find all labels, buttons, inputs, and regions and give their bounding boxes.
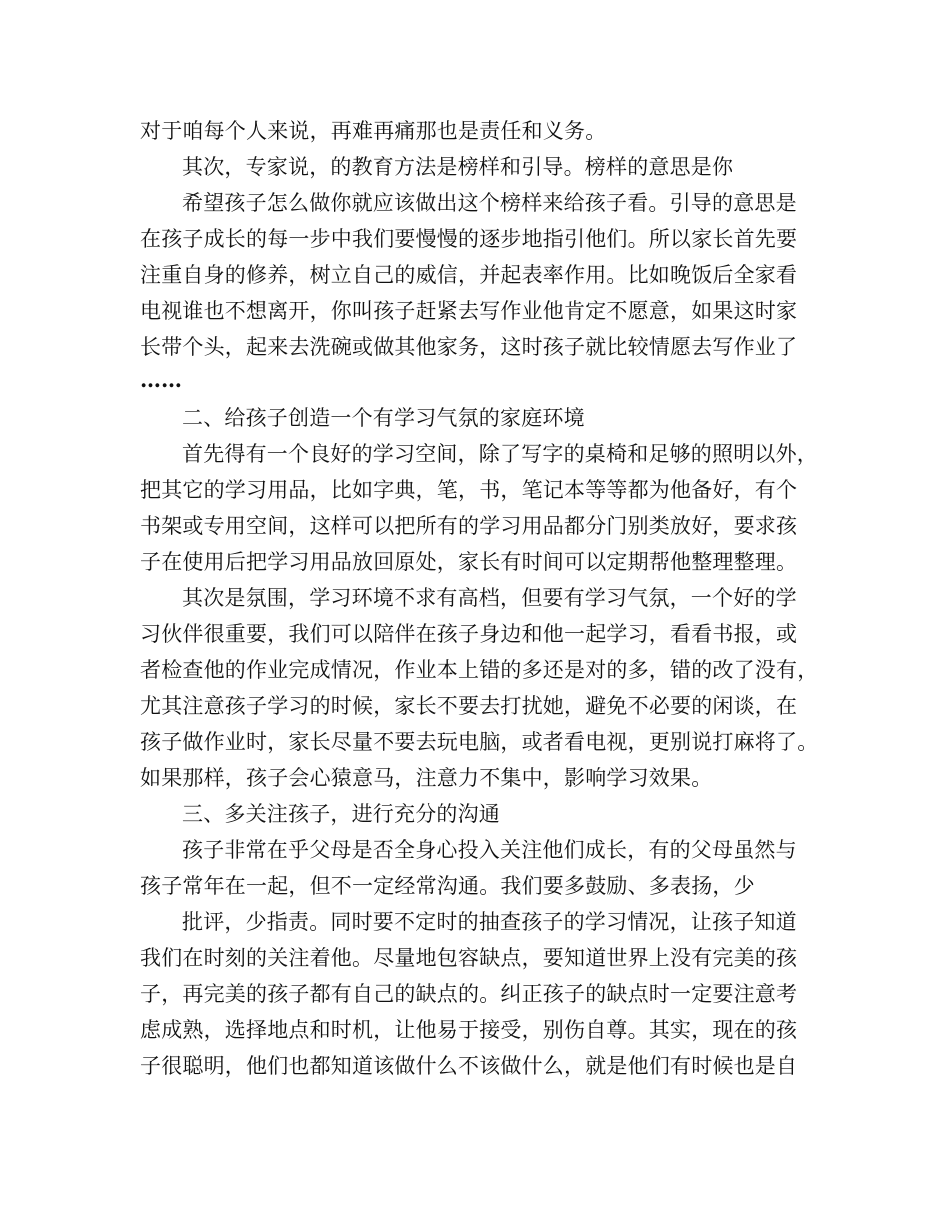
paragraph-line: 我们在时刻的关注着他。尽量地包容缺点，要知道世界上没有完美的孩 (140, 946, 798, 970)
ellipsis-line: …… (140, 367, 182, 392)
paragraph-line: 习伙伴很重要，我们可以陪伴在孩子身边和他一起学习，看看书报，或 (140, 622, 798, 646)
paragraph-line: 长带个头，起来去洗碗或做其他家务，这时孩子就比较情愿去写作业了 (140, 335, 798, 359)
paragraph-line: 者检查他的作业完成情况，作业本上错的多还是对的多，错的改了没有， (140, 658, 819, 682)
paragraph-line: 在孩子成长的每一步中我们要慢慢的逐步地指引他们。所以家长首先要 (140, 227, 798, 251)
paragraph-line: 孩子做作业时，家长尽量不要去玩电脑，或者看电视，更别说打麻将了。 (140, 730, 819, 754)
paragraph-line: 注重自身的修养，树立自己的威信，并起表率作用。比如晚饭后全家看 (140, 263, 798, 287)
paragraph-line: 把其它的学习用品，比如字典，笔，书，笔记本等等都为他备好，有个 (140, 478, 798, 502)
paragraph-line: 其次，专家说，的教育方法是榜样和引导。榜样的意思是你 (182, 155, 734, 179)
paragraph-line: 书架或专用空间，这样可以把所有的学习用品都分门别类放好，要求孩 (140, 514, 798, 538)
paragraph-line: 子，再完美的孩子都有自己的缺点的。纠正孩子的缺点时一定要注意考 (140, 982, 798, 1006)
paragraph-line: 如果那样，孩子会心猿意马，注意力不集中，影响学习效果。 (140, 766, 713, 790)
section-heading: 二、给孩子创造一个有学习气氛的家庭环境 (182, 406, 585, 430)
paragraph-line: 孩子常年在一起，但不一定经常沟通。我们要多鼓励、多表扬，少 (140, 874, 755, 898)
paragraph-line: 子在使用后把学习用品放回原处，家长有时间可以定期帮他整理整理。 (140, 550, 798, 574)
paragraph-line: 虑成熟，选择地点和时机，让他易于接受，别伤自尊。其实，现在的孩 (140, 1018, 798, 1042)
section-heading: 三、多关注孩子，进行充分的沟通 (182, 802, 500, 826)
paragraph-line: 对于咱每个人来说，再难再痛那也是责任和义务。 (140, 119, 607, 143)
paragraph-line: 子很聪明，他们也都知道该做什么不该做什么，就是他们有时候也是自 (140, 1054, 798, 1078)
paragraph-line: 电视谁也不想离开，你叫孩子赶紧去写作业他肯定不愿意，如果这时家 (140, 299, 798, 323)
paragraph-line: 希望孩子怎么做你就应该做出这个榜样来给孩子看。引导的意思是 (182, 191, 797, 215)
paragraph-line: 孩子非常在乎父母是否全身心投入关注他们成长，有的父母虽然与 (182, 838, 797, 862)
paragraph-line: 尤其注意孩子学习的时候，家长不要去打扰她，避免不必要的闲谈，在 (140, 694, 798, 718)
paragraph-line: 首先得有一个良好的学习空间，除了写字的桌椅和足够的照明以外， (182, 442, 818, 466)
paragraph-line: 批评，少指责。同时要不定时的抽查孩子的学习情况，让孩子知道 (182, 910, 797, 934)
paragraph-line: 其次是氛围，学习环境不求有高档，但要有学习气氛，一个好的学 (182, 586, 797, 610)
